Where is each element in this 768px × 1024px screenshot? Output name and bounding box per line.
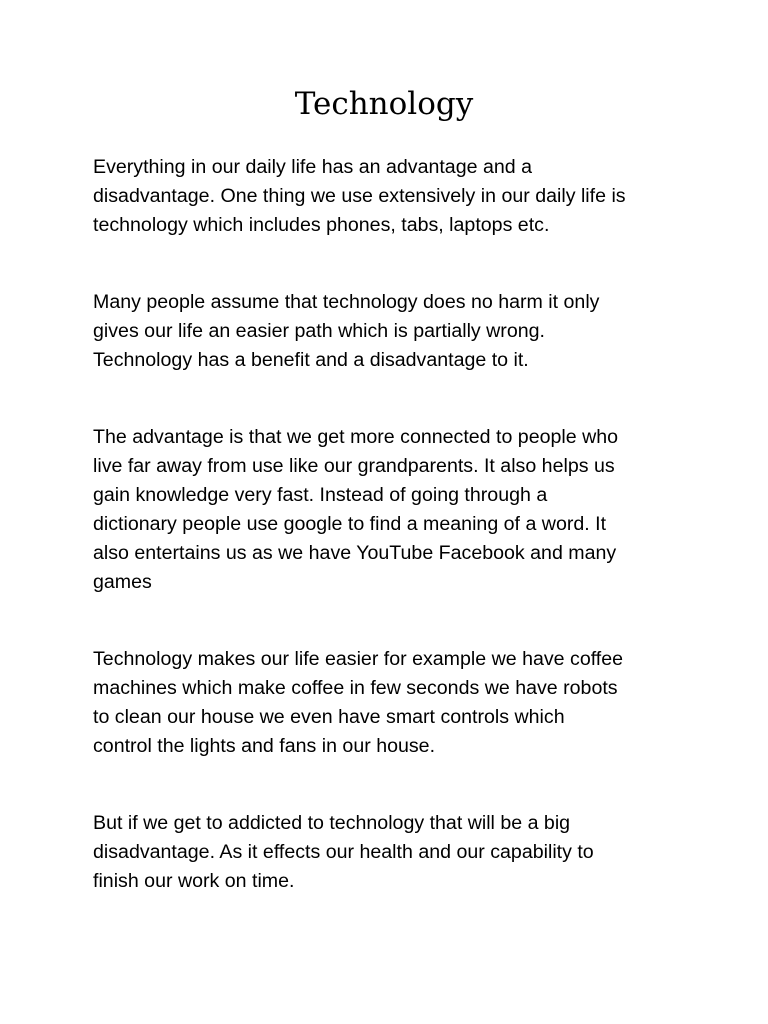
paragraph-line: technology which includes phones, tabs, laptops etc.: [93, 214, 550, 236]
paragraph-line: control the lights and fans in our house.: [93, 735, 436, 757]
paragraph-line: finish our work on time.: [93, 870, 295, 892]
paragraph-line: disadvantage. As it effects our health and our capability to: [93, 841, 594, 863]
paragraph-easier-life: [93, 645, 683, 761]
paragraph-line: live far away from use like our grandparents. It also helps us: [93, 455, 615, 477]
paragraph-assumption: [93, 288, 683, 375]
document-title: Technology: [294, 86, 474, 122]
paragraph-line: also entertains us as we have YouTube Facebook and many: [93, 542, 617, 564]
paragraph-intro: [93, 153, 683, 240]
paragraph-line: gives our life an easier path which is partially wrong.: [93, 320, 545, 342]
paragraph-line: Everything in our daily life has an advantage and a: [93, 156, 532, 178]
paragraph-advantages: [93, 423, 683, 597]
paragraph-addiction: [93, 809, 683, 896]
paragraph-line: Technology makes our life easier for example we have coffee: [93, 648, 624, 670]
paragraph-line: The advantage is that we get more connected to people who: [93, 426, 619, 448]
paragraph-line: Technology has a benefit and a disadvantage to it.: [93, 349, 529, 371]
paragraph-line: disadvantage. One thing we use extensively in our daily life is: [93, 185, 626, 207]
paragraph-line: Many people assume that technology does no harm it only: [93, 291, 600, 313]
paragraph-line: machines which make coffee in few seconds we have robots: [93, 677, 618, 699]
paragraph-line: to clean our house we even have smart controls which: [93, 706, 565, 728]
paragraph-line: gain knowledge very fast. Instead of going through a: [93, 484, 548, 506]
paragraph-line: games: [93, 571, 152, 593]
paragraph-line: But if we get to addicted to technology that will be a big: [93, 812, 571, 834]
paragraph-line: dictionary people use google to find a meaning of a word. It: [93, 513, 607, 535]
